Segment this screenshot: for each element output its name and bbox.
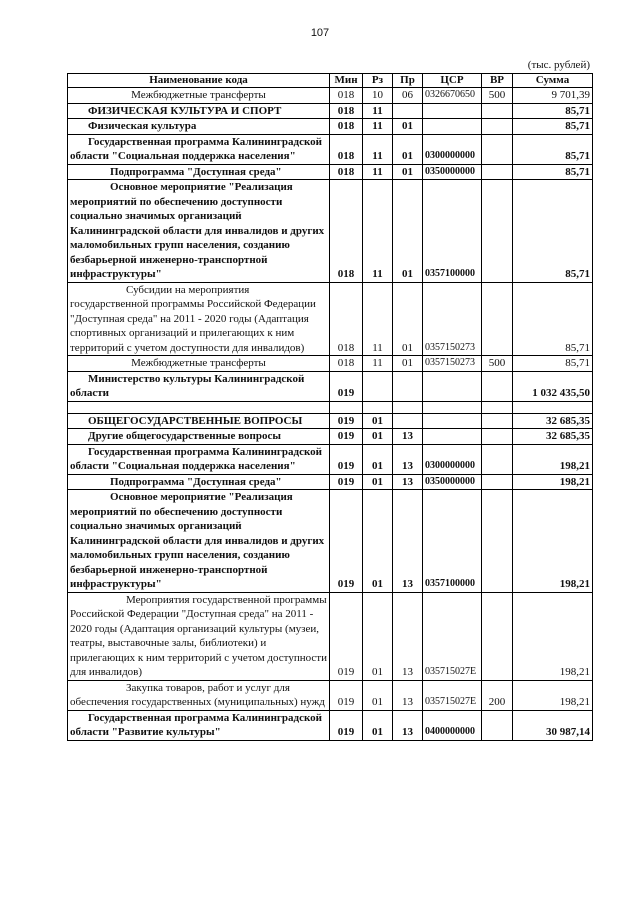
row-name: ОБЩЕГОСУДАРСТВЕННЫЕ ВОПРОСЫ bbox=[68, 413, 330, 429]
row-csr bbox=[423, 413, 482, 429]
row-min: 018 bbox=[330, 103, 363, 119]
row-vr bbox=[482, 164, 513, 180]
row-name: Министерство культуры Калининградской области bbox=[68, 371, 330, 401]
row-name: Межбюджетные трансферты bbox=[68, 88, 330, 104]
row-pr: 01 bbox=[393, 282, 423, 356]
row-rz bbox=[363, 401, 393, 413]
row-pr: 01 bbox=[393, 119, 423, 135]
row-vr bbox=[482, 371, 513, 401]
row-vr: 500 bbox=[482, 88, 513, 104]
table-row bbox=[68, 103, 593, 119]
row-pr: 13 bbox=[393, 490, 423, 593]
row-rz bbox=[363, 371, 393, 401]
row-sum: 198,21 bbox=[513, 474, 593, 490]
row-sum: 85,71 bbox=[513, 356, 593, 372]
row-pr bbox=[393, 371, 423, 401]
row-sum: 198,21 bbox=[513, 680, 593, 710]
row-min: 018 bbox=[330, 164, 363, 180]
row-sum: 30 987,14 bbox=[513, 710, 593, 740]
table-row bbox=[68, 282, 593, 356]
row-sum: 85,71 bbox=[513, 180, 593, 283]
header-sum: Сумма bbox=[513, 74, 593, 88]
row-vr bbox=[482, 180, 513, 283]
row-name: Мероприятия государственной программы Российской Федерации "Доступная среда" на 2011 - 2020 годы (Адаптация организаций культуры (музеи, театры, выставочные залы, библиотеки) и прилегающих к ним территорий с учетом доступности для инвалидов) bbox=[68, 592, 330, 680]
row-csr bbox=[423, 429, 482, 445]
row-pr: 01 bbox=[393, 134, 423, 164]
row-min: 018 bbox=[330, 119, 363, 135]
row-pr: 13 bbox=[393, 592, 423, 680]
row-name: ФИЗИЧЕСКАЯ КУЛЬТУРА И СПОРТ bbox=[68, 103, 330, 119]
row-rz: 01 bbox=[363, 680, 393, 710]
row-pr: 13 bbox=[393, 710, 423, 740]
row-rz: 11 bbox=[363, 282, 393, 356]
row-min: 018 bbox=[330, 88, 363, 104]
row-sum: 85,71 bbox=[513, 103, 593, 119]
row-name: Основное мероприятие "Реализация мероприятий по обеспечению доступности социально значимых организаций Калининградской области для инвалидов и других маломобильных групп населения, созданию безбарьерной инженерно-транспортной инфраструктуры" bbox=[68, 490, 330, 593]
table-row bbox=[68, 371, 593, 401]
row-name: Подпрограмма "Доступная среда" bbox=[68, 164, 330, 180]
row-vr bbox=[482, 401, 513, 413]
row-min: 018 bbox=[330, 356, 363, 372]
row-sum: 198,21 bbox=[513, 592, 593, 680]
row-sum: 85,71 bbox=[513, 282, 593, 356]
row-name: Субсидии на мероприятия государственной программы Российской Федерации "Доступная среда" на 2011 - 2020 годы (Адаптация спортивных организаций и прилегающих к ним территорий с учетом доступности для инвалидов) bbox=[68, 282, 330, 356]
row-vr bbox=[482, 592, 513, 680]
row-pr: 13 bbox=[393, 680, 423, 710]
units-label: (тыс. рублей) bbox=[527, 59, 590, 71]
row-csr: 0300000000 bbox=[423, 134, 482, 164]
row-pr: 01 bbox=[393, 164, 423, 180]
row-pr bbox=[393, 413, 423, 429]
row-rz: 01 bbox=[363, 429, 393, 445]
row-name: Подпрограмма "Доступная среда" bbox=[68, 474, 330, 490]
table-row bbox=[68, 413, 593, 429]
table-row bbox=[68, 356, 593, 372]
row-min: 019 bbox=[330, 413, 363, 429]
row-sum: 198,21 bbox=[513, 490, 593, 593]
row-pr bbox=[393, 401, 423, 413]
row-rz: 01 bbox=[363, 592, 393, 680]
row-min: 019 bbox=[330, 429, 363, 445]
header-name: Наименование кода bbox=[68, 74, 330, 88]
table-row bbox=[68, 592, 593, 680]
row-csr: 0400000000 bbox=[423, 710, 482, 740]
row-pr bbox=[393, 103, 423, 119]
row-min: 019 bbox=[330, 371, 363, 401]
row-rz: 10 bbox=[363, 88, 393, 104]
row-vr bbox=[482, 103, 513, 119]
row-csr: 0326670650 bbox=[423, 88, 482, 104]
table-row bbox=[68, 680, 593, 710]
row-vr bbox=[482, 413, 513, 429]
row-vr bbox=[482, 710, 513, 740]
header-pr: Пр bbox=[393, 74, 423, 88]
row-min: 019 bbox=[330, 710, 363, 740]
row-sum: 198,21 bbox=[513, 444, 593, 474]
table-row bbox=[68, 164, 593, 180]
row-rz: 01 bbox=[363, 490, 393, 593]
header-rz: Рз bbox=[363, 74, 393, 88]
table-row bbox=[68, 180, 593, 283]
row-name: Закупка товаров, работ и услуг для обеспечения государственных (муниципальных) нужд bbox=[68, 680, 330, 710]
table-row bbox=[68, 429, 593, 445]
row-csr: 0300000000 bbox=[423, 444, 482, 474]
row-rz: 11 bbox=[363, 119, 393, 135]
row-sum: 85,71 bbox=[513, 164, 593, 180]
row-sum: 85,71 bbox=[513, 134, 593, 164]
row-sum: 85,71 bbox=[513, 119, 593, 135]
row-name bbox=[68, 401, 330, 413]
row-csr bbox=[423, 401, 482, 413]
row-vr bbox=[482, 429, 513, 445]
row-min: 019 bbox=[330, 680, 363, 710]
row-pr: 13 bbox=[393, 444, 423, 474]
header-min: Мин bbox=[330, 74, 363, 88]
row-csr: 0357150273 bbox=[423, 282, 482, 356]
row-csr: 0357100000 bbox=[423, 180, 482, 283]
row-vr bbox=[482, 444, 513, 474]
table-row bbox=[68, 119, 593, 135]
row-csr: 0350000000 bbox=[423, 474, 482, 490]
row-sum: 1 032 435,50 bbox=[513, 371, 593, 401]
row-pr: 06 bbox=[393, 88, 423, 104]
row-vr bbox=[482, 282, 513, 356]
row-min: 019 bbox=[330, 490, 363, 593]
row-pr: 13 bbox=[393, 474, 423, 490]
table-row-spacer bbox=[68, 401, 593, 413]
row-pr: 01 bbox=[393, 180, 423, 283]
row-csr: 0357150273 bbox=[423, 356, 482, 372]
row-min: 019 bbox=[330, 592, 363, 680]
row-csr: 035715027E bbox=[423, 680, 482, 710]
row-rz: 11 bbox=[363, 134, 393, 164]
row-vr bbox=[482, 119, 513, 135]
table-row bbox=[68, 444, 593, 474]
table-row bbox=[68, 88, 593, 104]
table-header-row bbox=[68, 74, 593, 88]
row-csr bbox=[423, 103, 482, 119]
row-csr: 0357100000 bbox=[423, 490, 482, 593]
row-rz: 11 bbox=[363, 356, 393, 372]
row-name: Государственная программа Калининградской области "Социальная поддержка населения" bbox=[68, 444, 330, 474]
row-csr bbox=[423, 119, 482, 135]
row-vr bbox=[482, 490, 513, 593]
row-sum: 32 685,35 bbox=[513, 429, 593, 445]
budget-table bbox=[67, 73, 593, 741]
row-name: Межбюджетные трансферты bbox=[68, 356, 330, 372]
row-csr bbox=[423, 371, 482, 401]
row-csr: 035715027E bbox=[423, 592, 482, 680]
row-vr bbox=[482, 474, 513, 490]
row-pr: 01 bbox=[393, 356, 423, 372]
row-name: Основное мероприятие "Реализация мероприятий по обеспечению доступности социально значимых организаций Калининградской области для инвалидов и других маломобильных групп населения, созданию безбарьерной инженерно-транспортной инфраструктуры" bbox=[68, 180, 330, 283]
row-min: 018 bbox=[330, 134, 363, 164]
row-rz: 01 bbox=[363, 474, 393, 490]
row-name: Государственная программа Калининградской области "Развитие культуры" bbox=[68, 710, 330, 740]
row-rz: 11 bbox=[363, 180, 393, 283]
table-row bbox=[68, 134, 593, 164]
row-rz: 01 bbox=[363, 444, 393, 474]
row-csr: 0350000000 bbox=[423, 164, 482, 180]
row-min bbox=[330, 401, 363, 413]
row-vr bbox=[482, 134, 513, 164]
row-min: 019 bbox=[330, 474, 363, 490]
header-csr: ЦСР bbox=[423, 74, 482, 88]
row-rz: 11 bbox=[363, 164, 393, 180]
row-min: 019 bbox=[330, 444, 363, 474]
row-rz: 01 bbox=[363, 413, 393, 429]
row-min: 018 bbox=[330, 282, 363, 356]
row-vr: 200 bbox=[482, 680, 513, 710]
row-pr: 13 bbox=[393, 429, 423, 445]
row-name: Государственная программа Калининградской области "Социальная поддержка населения" bbox=[68, 134, 330, 164]
row-rz: 11 bbox=[363, 103, 393, 119]
row-sum: 9 701,39 bbox=[513, 88, 593, 104]
row-vr: 500 bbox=[482, 356, 513, 372]
table-row bbox=[68, 474, 593, 490]
header-vr: ВР bbox=[482, 74, 513, 88]
page-number: 107 bbox=[310, 27, 330, 39]
row-name: Физическая культура bbox=[68, 119, 330, 135]
row-sum bbox=[513, 401, 593, 413]
row-name: Другие общегосударственные вопросы bbox=[68, 429, 330, 445]
row-min: 018 bbox=[330, 180, 363, 283]
row-rz: 01 bbox=[363, 710, 393, 740]
row-sum: 32 685,35 bbox=[513, 413, 593, 429]
table-row bbox=[68, 490, 593, 593]
table-row bbox=[68, 710, 593, 740]
